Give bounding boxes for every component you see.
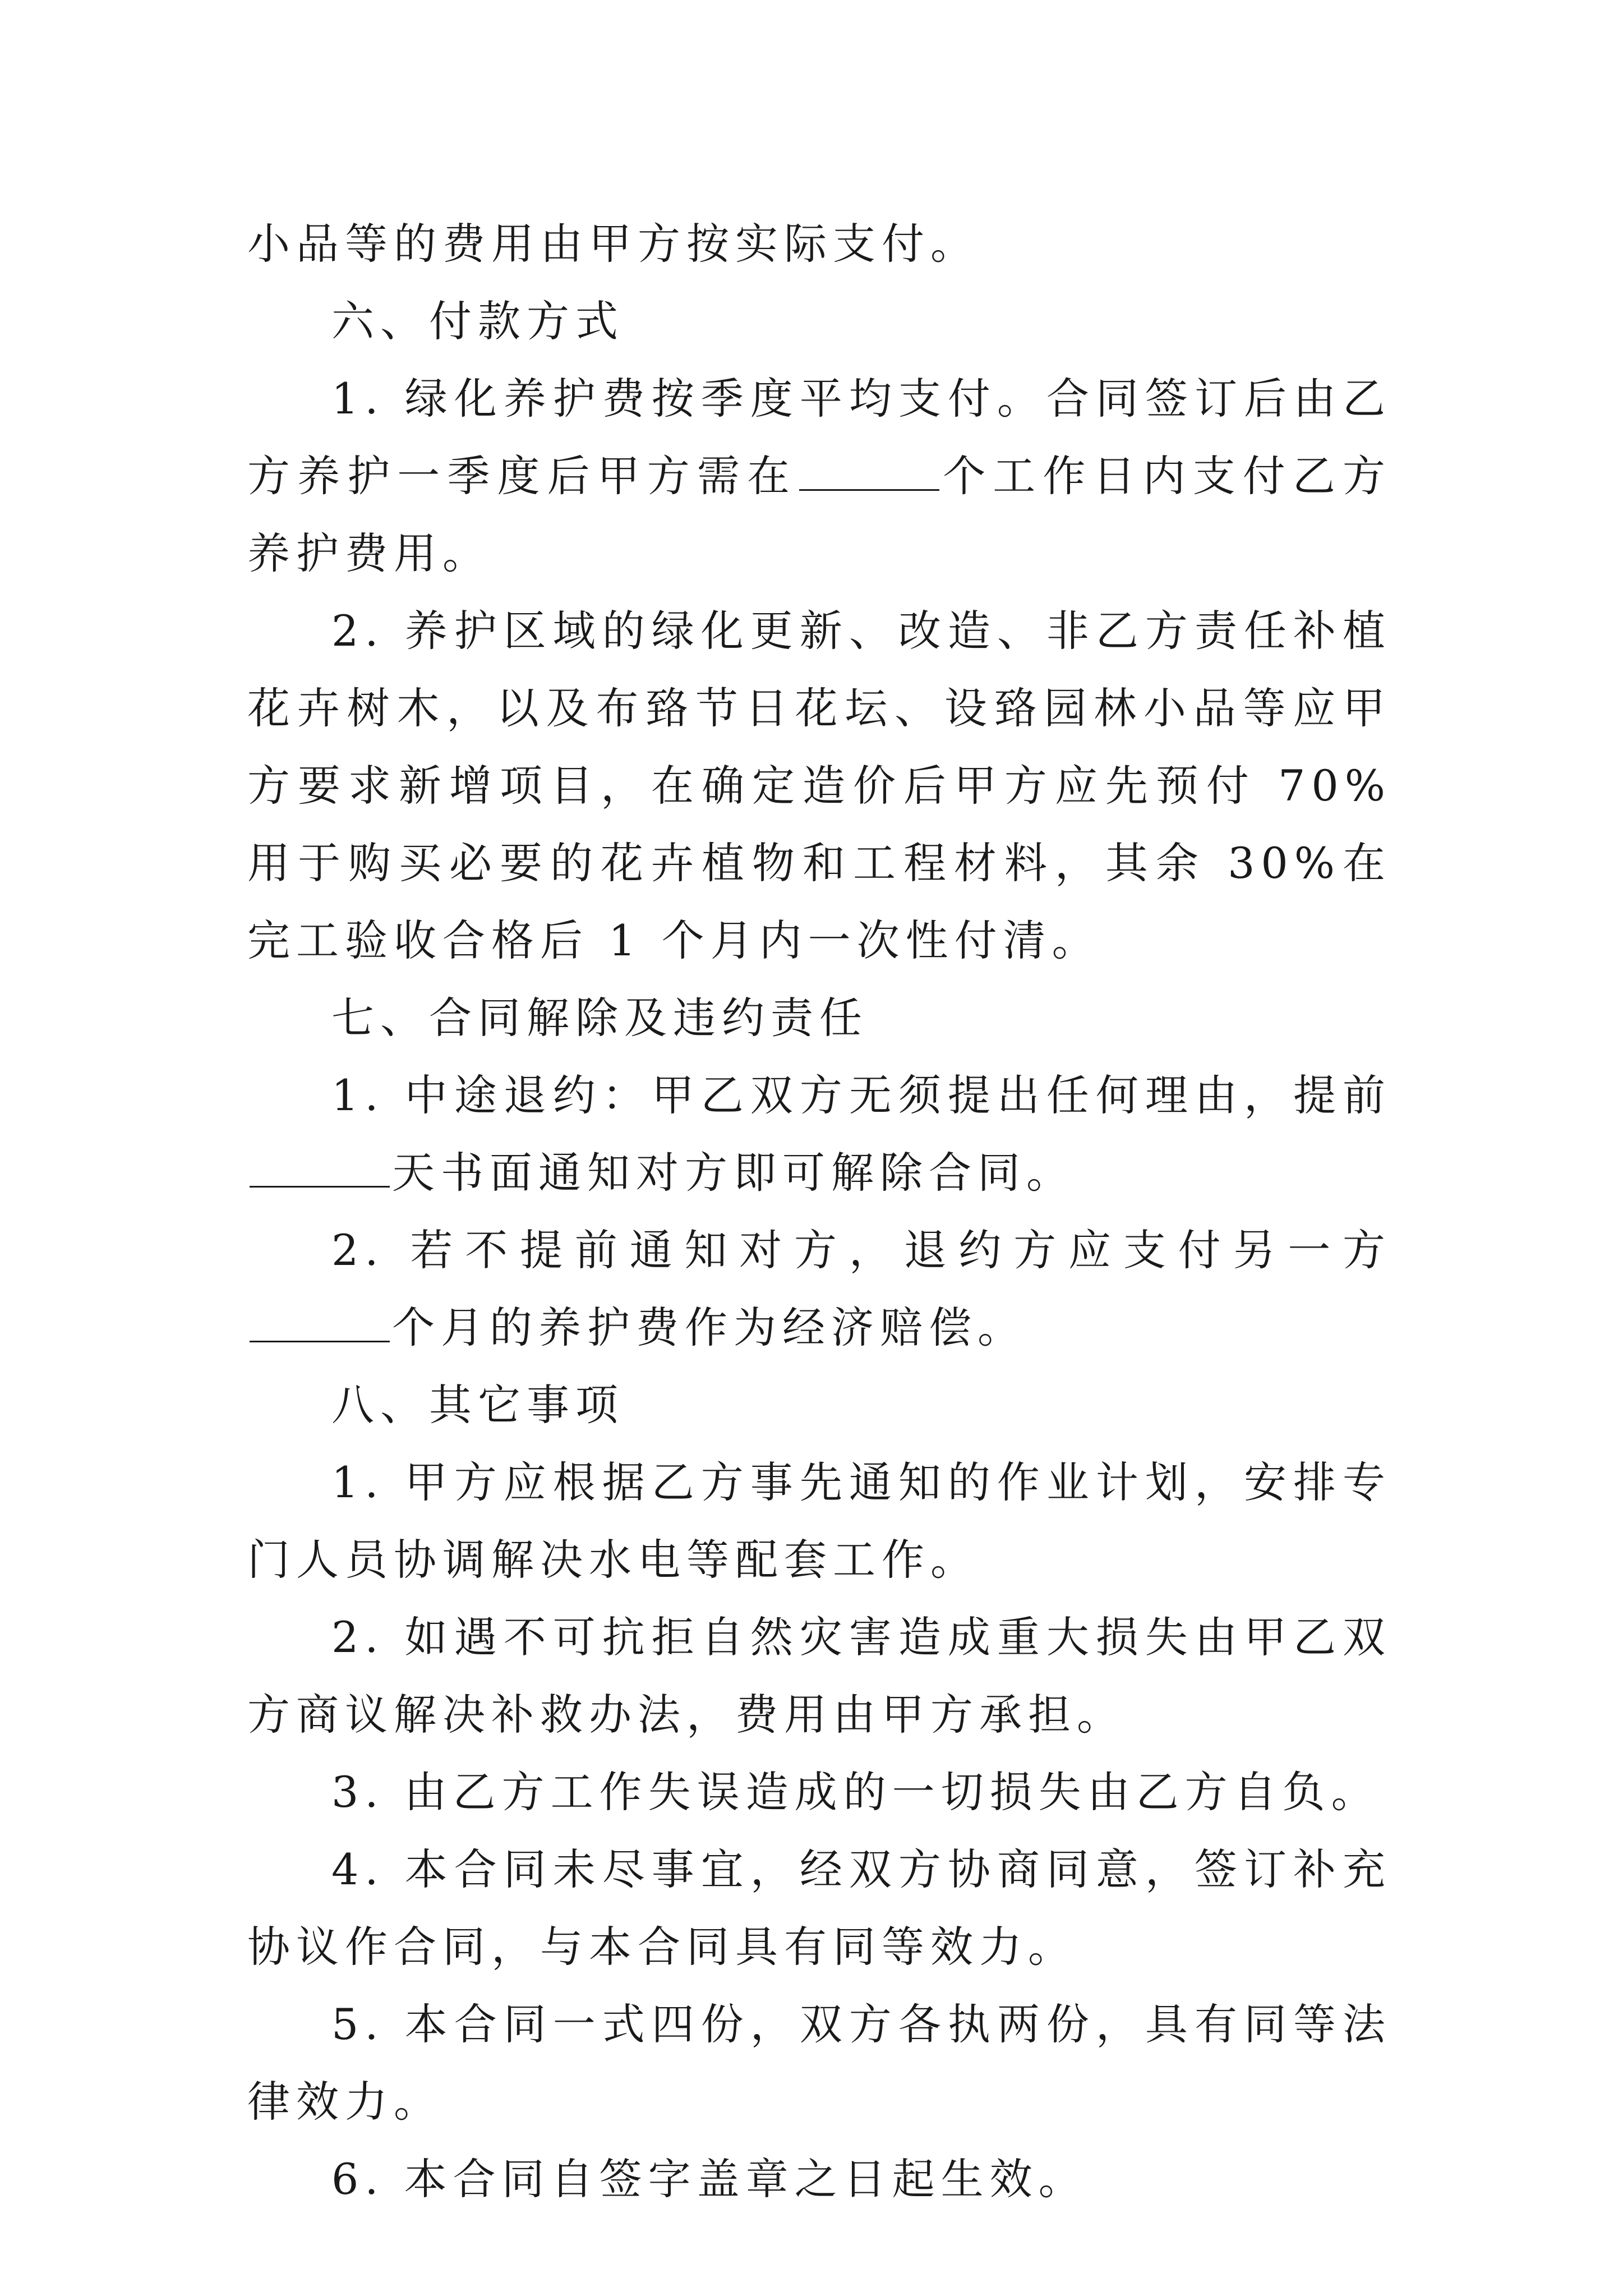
blank-line (250, 1306, 390, 1342)
blank-line (799, 454, 939, 491)
clause-other-1: 1. 甲方应根据乙方事先通知的作业计划，安排专门人员协调解决水电等配套工作。 (247, 1457, 1391, 1585)
clause-other-4: 4. 本合同未尽事宜，经双方协商同意，签订补充协议作合同，与本合同具有同等效力。 (247, 1844, 1391, 1972)
clause-text: 1. 中途退约：甲乙双方无须提出任何理由，提前 (331, 1070, 1391, 1120)
clause-other-3: 3. 由乙方工作失误造成的一切损失由乙方自负。 (331, 1767, 1380, 1817)
document-body (247, 205, 1391, 2218)
clause-termination-1 (247, 1057, 1391, 1212)
clause-text: 天书面通知对方即可解除合同。 (392, 1148, 1075, 1198)
clause-payment-2: 2. 养护区域的绿化更新、改造、非乙方责任补植花卉树木，以及布臵节日花坛、设臵园林小品等应甲方要求新增项目，在确定造价后甲方应先预付 70%用于购买必要的花卉植物和工程材料，其余 30%在完工验收合格后 1 个月内一次性付清。 (247, 606, 1391, 965)
clause-text: 1. 绿化养护费按季度平均支付。合同签订后由乙方养护一季度后甲方需在 (247, 374, 1391, 501)
clause-text: 2. 若不提前通知对方，退约方应支付另一方 (331, 1225, 1391, 1275)
paragraph-continued: 小品等的费用由甲方按实际支付。 (247, 219, 979, 269)
section-heading-termination: 七、合同解除及违约责任 (331, 993, 868, 1043)
section-heading-other: 八、其它事项 (331, 1380, 624, 1430)
blank-line (250, 1151, 390, 1188)
clause-text: 个工作日内支付乙方养护费用。 (247, 451, 1392, 578)
clause-text: 个月的养护费作为经济赔偿。 (392, 1303, 1026, 1352)
clause-other-2: 2. 如遇不可抗拒自然灾害造成重大损失由甲乙双方商议解决补救办法，费用由甲方承担。 (247, 1612, 1391, 1740)
clause-payment-1 (247, 360, 1391, 592)
clause-termination-2 (247, 1212, 1391, 1366)
clause-other-6: 6. 本合同自签字盖章之日起生效。 (331, 2154, 1087, 2204)
clause-other-5: 5. 本合同一式四份，双方各执两份，具有同等法律效力。 (247, 1999, 1391, 2127)
section-heading-payment: 六、付款方式 (331, 296, 624, 346)
